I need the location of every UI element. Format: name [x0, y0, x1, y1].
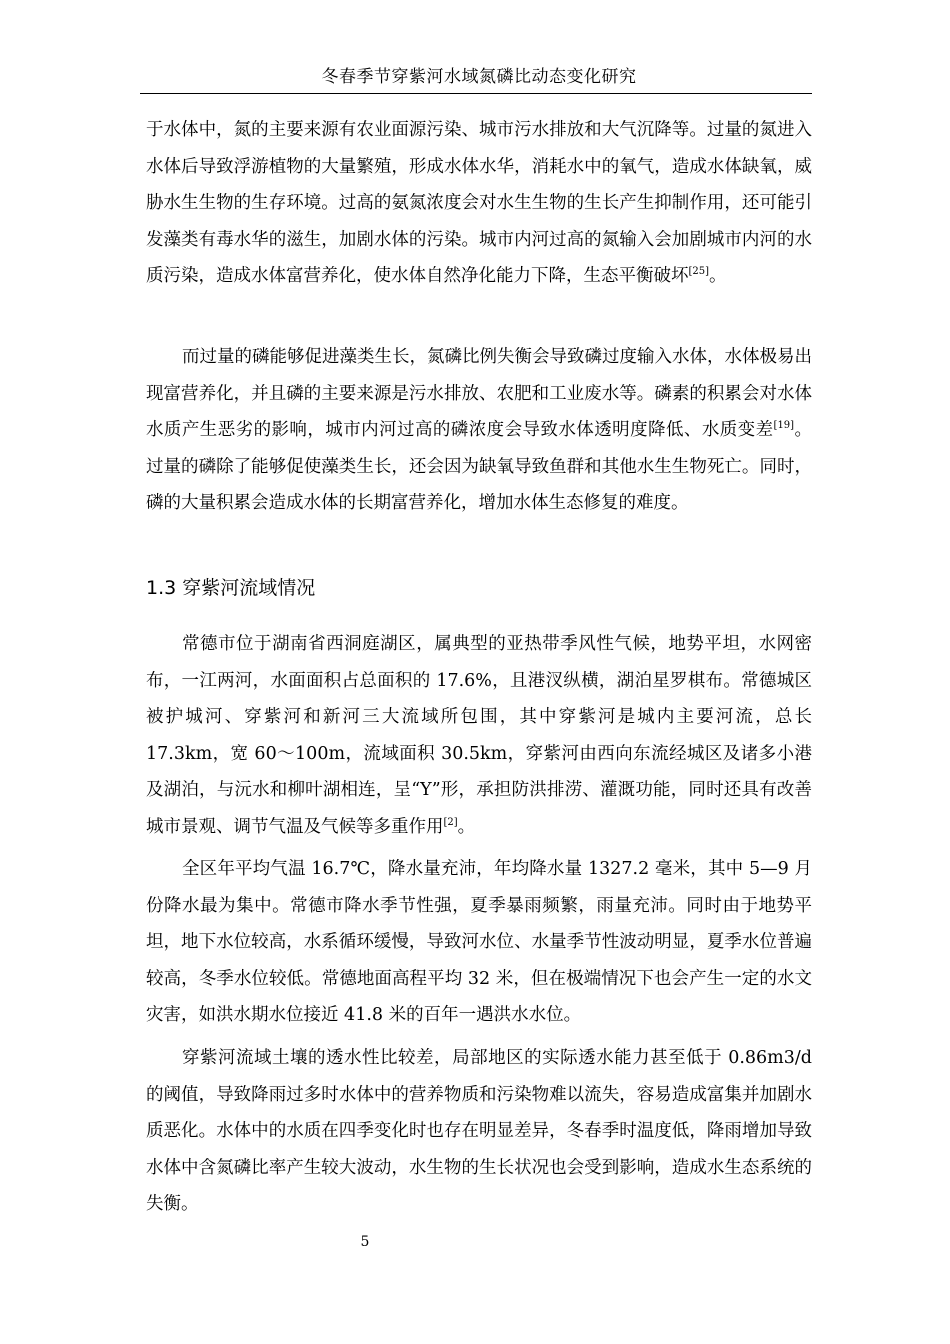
paragraph-tail: 。过量的磷除了能够促使藻类生长，还会因为缺氧导致鱼群和其他水生生物死亡。同时，磷的大量积累会造成水体的长期富营养化，增加水体生态修复的难度。 [146, 420, 813, 513]
citation: [2] [443, 816, 458, 828]
page-number: 5 [360, 1234, 370, 1250]
paragraph-changde-overview [146, 626, 812, 845]
paragraph-text: 于水体中，氮的主要来源有农业面源污染、城市污水排放和大气沉降等。过量的氮进入水体后导致浮游植物的大量繁殖，形成水体水华，消耗水中的氧气，造成水体缺氧，威胁水生生物的生存环境。过高的氨氮浓度会对水生生物的生长产生抑制作用，还可能引发藻类有毒水华的滋生，加剧水体的污染。城市内河过高的氮输入会加剧城市内河的水质污染，造成水体富营养化，使水体自然净化能力下降，生态平衡破坏 [146, 120, 812, 286]
citation: [19] [773, 420, 795, 431]
section-heading: 1.3 穿紫河流域情况 [146, 577, 316, 599]
paragraph-tail: 。 [709, 266, 727, 286]
citation: [25] [688, 266, 710, 277]
paragraph-tail: 。 [457, 816, 476, 837]
paragraph-soil: 穿紫河流域土壤的透水性比较差，局部地区的实际透水能力甚至低于 0.86m3/d 的阈值，导致降雨过多时水体中的营养物质和污染物难以流失，容易造成富集并加剧水质恶化。水体中的水质在四季变化时也存在明显差异，冬春季时温度低，降雨增加导致水体中含氮磷比率产生较大波动，水生物的生长状况也会受到影响，造成水生态系统的失衡。 [146, 1048, 812, 1214]
paragraph-text: 而过量的磷能够促进藻类生长，氮磷比例失衡会导致磷过度输入水体，水体极易出现富营养化，并且磷的主要来源是污水排放、农肥和工业废水等。磷素的积累会对水体水质产生恶劣的影响，城市内河过高的磷浓度会导致水体透明度降低、水质变差 [146, 347, 812, 440]
paragraph-text: 常德市位于湖南省西洞庭湖区，属典型的亚热带季风性气候，地势平坦，水网密布，一江两河，水面面积占总面积的 17.6%，且港汊纵横，湖泊星罗棋布。常德城区被护城河、穿紫河和新河三大流域所包围，其中穿紫河是城内主要河流，总长 17.3km，宽 60～100m，流域面积 30.5km，穿紫河由西向东流经城区及诸多小港及湖泊，与沅水和柳叶湖相连，呈“Y”形，承担防洪排涝、灌溉功能，同时还具有改善城市景观、调节气温及气候等多重作用 [146, 634, 812, 837]
paragraph-phosphorus [146, 339, 812, 522]
paragraph-nitrogen [146, 112, 812, 295]
paragraph-climate: 全区年平均气温 16.7℃，降水量充沛，年均降水量 1327.2 毫米，其中 5—9 月份降水最为集中。常德市降水季节性强，夏季暴雨频繁，雨量充沛。同时由于地势平坦，地下水位较高，水系循环缓慢，导致河水位、水量季节性波动明显，夏季水位普遍较高，冬季水位较低。常德地面高程平均 32 米，但在极端情况下也会产生一定的水文灾害，如洪水期水位接近 41.8 米的百年一遇洪水水位。 [146, 859, 812, 1025]
running-header: 冬春季节穿紫河水域氮磷比动态变化研究 [321, 67, 637, 87]
header-divider [140, 93, 812, 94]
